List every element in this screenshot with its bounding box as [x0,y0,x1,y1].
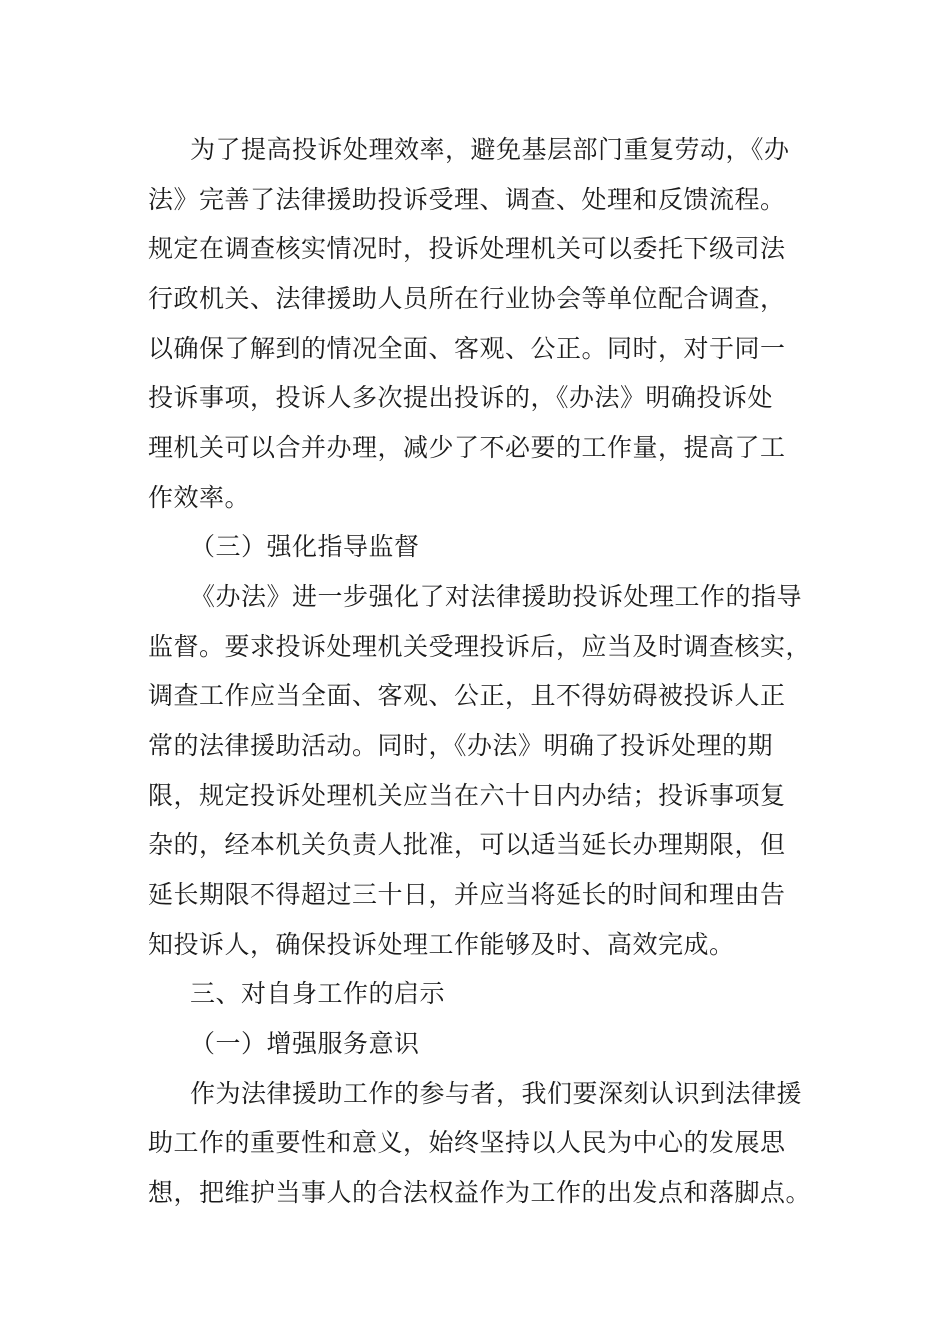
paragraph-line: 常的法律援助活动。同时，《办法》明确了投诉处理的期 [148,731,774,760]
paragraph-line: 以确保了解到的情况全面、客观、公正。同时，对于同一 [148,334,786,363]
paragraph-line: 调查工作应当全面、客观、公正，且不得妨碍被投诉人正 [148,681,786,710]
paragraph-line: 行政机关、法律援助人员所在行业协会等单位配合调查， [148,284,786,313]
section-heading: 三、对自身工作的启示 [190,979,446,1008]
paragraph-line: 《办法》进一步强化了对法律援助投诉处理工作的指导 [190,582,803,611]
paragraph-line: 限，规定投诉处理机关应当在六十日内办结；投诉事项复 [148,781,786,810]
paragraph-line: 助工作的重要性和意义，始终坚持以人民为中心的发展思 [148,1128,786,1157]
paragraph-line: 法》完善了法律援助投诉受理、调查、处理和反馈流程。 [148,185,786,214]
paragraph-line: 规定在调查核实情况时，投诉处理机关可以委托下级司法 [148,234,786,263]
paragraph-line: 作为法律援助工作的参与者，我们要深刻认识到法律援 [190,1079,803,1108]
paragraph-line: 监督。要求投诉处理机关受理投诉后，应当及时调查核实， [148,632,812,661]
paragraph-line: 作效率。 [148,483,251,512]
paragraph-line: 投诉事项，投诉人多次提出投诉的，《办法》明确投诉处 [148,383,774,412]
paragraph-line: 为了提高投诉处理效率，避免基层部门重复劳动，《办 [190,135,790,164]
paragraph-line: 延长期限不得超过三十日，并应当将延长的时间和理由告 [148,880,786,909]
section-heading: （三）强化指导监督 [190,532,420,561]
subsection-heading: （一）增强服务意识 [190,1029,420,1058]
paragraph-line: 知投诉人，确保投诉处理工作能够及时、高效完成。 [148,930,735,959]
paragraph-line: 理机关可以合并办理，减少了不必要的工作量，提高了工 [148,433,786,462]
paragraph-line: 杂的，经本机关负责人批准，可以适当延长办理期限，但 [148,830,786,859]
paragraph-line: 想，把维护当事人的合法权益作为工作的出发点和落脚点。 [148,1178,812,1207]
